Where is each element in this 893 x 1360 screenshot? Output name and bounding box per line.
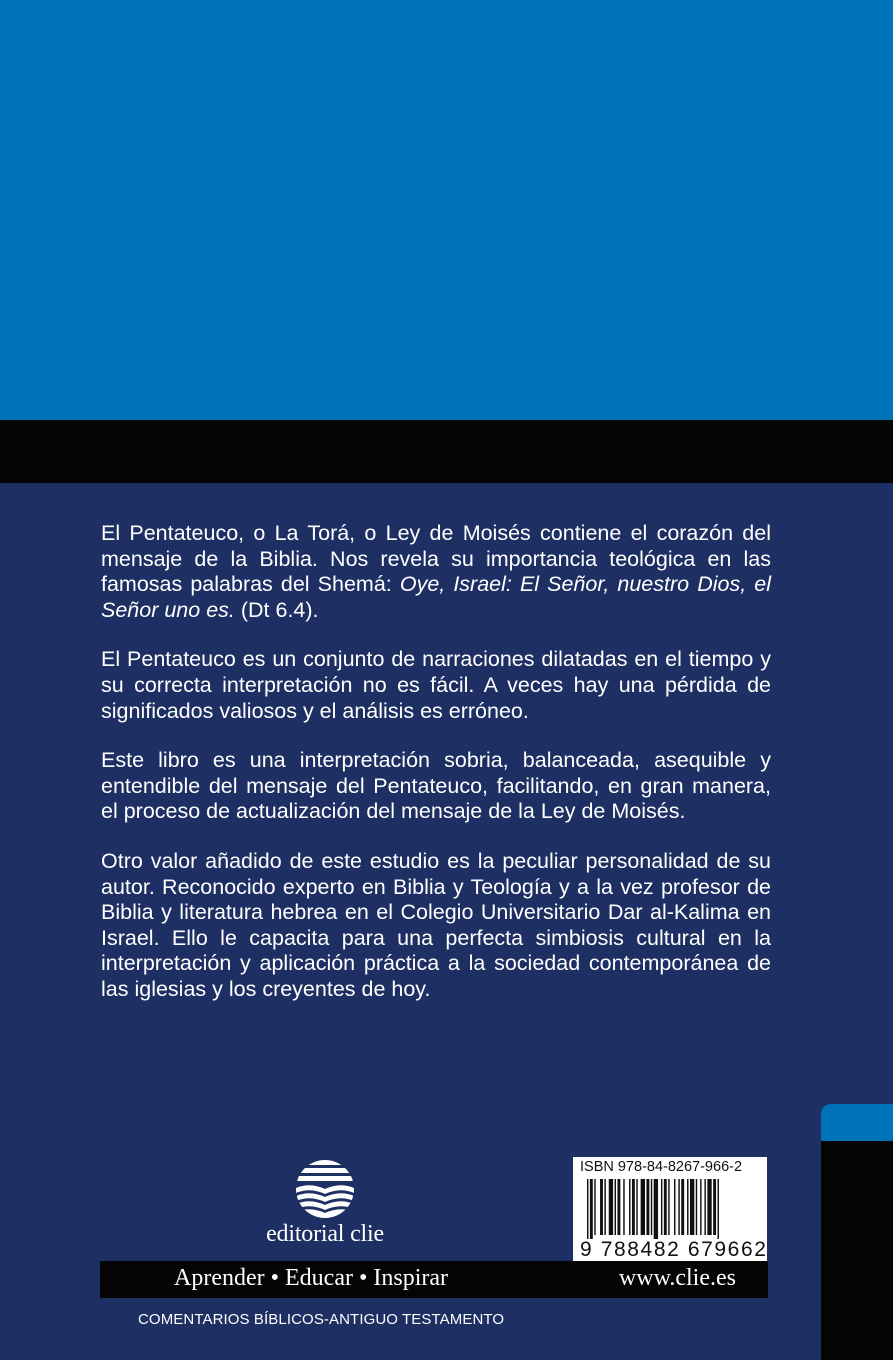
scripture-reference: (Dt 6.4).: [234, 597, 319, 622]
barcode-digits: 9 788482 679662: [580, 1238, 768, 1261]
barcode-bars: [587, 1179, 757, 1239]
barcode-bar: [646, 1179, 649, 1235]
barcode-bar: [713, 1179, 716, 1235]
barcode-bar: [615, 1179, 616, 1235]
black-divider-band: [0, 420, 893, 483]
barcode-bar: [704, 1179, 705, 1235]
barcode-bar: [623, 1179, 624, 1235]
barcode-bar: [632, 1179, 635, 1235]
barcode-bar: [674, 1179, 675, 1235]
spine-black-tab: [821, 1141, 893, 1360]
barcode-bar: [681, 1179, 684, 1235]
spine-blue-tab: [821, 1104, 893, 1141]
publisher-bar: [100, 1261, 768, 1298]
publisher-slogan: Aprender • Educar • Inspirar: [174, 1265, 449, 1291]
barcode-bar: [696, 1179, 697, 1235]
barcode-bar: [636, 1179, 637, 1235]
description-paragraph-3: Este libro es una interpretación sobria, balanceada, asequible y entendible del mensaje del Pentateuco, facilitando, en gran manera, el proceso de actualización del mensaje de la Ley de Moisés.: [101, 748, 771, 824]
globe-book-icon: [294, 1158, 356, 1220]
description-paragraph-2: El Pentateuco es un conjunto de narraciones dilatadas en el tiempo y su correcta interpretación no es fácil. A veces hay una pérdida de significados valiosos y el análisis es erróneo.: [101, 647, 771, 723]
barcode-bar: [617, 1179, 620, 1235]
paragraph-1-text: El Pentateuco, o La Torá, o Ley de Moisés contiene el corazón del mensaje de la Biblia. Nos revela su importancia teológica en las famosas palabras del Shemá:: [101, 521, 771, 597]
barcode-bar: [629, 1179, 630, 1235]
barcode-bar: [654, 1179, 658, 1239]
barcode-bar: [594, 1179, 595, 1235]
barcode-bar: [604, 1179, 605, 1235]
barcode-bar: [600, 1179, 603, 1235]
barcode-bar: [590, 1179, 593, 1239]
publisher-name: editorial clie: [266, 1221, 384, 1247]
barcode-bar: [678, 1179, 679, 1235]
barcode-bar: [587, 1179, 588, 1239]
publisher-website: www.clie.es: [618, 1265, 736, 1291]
barcode-bar: [700, 1179, 701, 1235]
isbn-label: ISBN 978-84-8267-966-2: [580, 1159, 743, 1175]
barcode-bar: [718, 1179, 719, 1239]
top-blue-band: [0, 0, 893, 420]
publisher-logo: [250, 1158, 400, 1258]
description-paragraph-1: [101, 521, 771, 623]
barcode-bar: [651, 1179, 652, 1235]
barcode-bar: [641, 1179, 645, 1235]
isbn-barcode: [573, 1157, 767, 1263]
barcode-bar: [668, 1179, 669, 1235]
barcode-bar: [707, 1179, 711, 1235]
barcode-bar: [664, 1179, 667, 1235]
barcode-bar: [690, 1179, 694, 1235]
barcode-bar: [661, 1179, 662, 1235]
shema-quote: Oye, Israel: El Señor, nuestro Dios, el Señor uno es.: [101, 572, 771, 622]
barcode-bar: [609, 1179, 613, 1235]
series-label: COMENTARIOS BÍBLICOS-ANTIGUO TESTAMENTO: [138, 1311, 505, 1328]
barcode-bar: [687, 1179, 688, 1235]
description-paragraph-4: Otro valor añadido de este estudio es la peculiar personalidad de su autor. Reconocido experto en Biblia y Teología y a la vez profesor de Biblia y literatura hebrea en el Colegio Universitario Dar al-Kalima en Israel. Ello le capacita para una perfecta simbiosis cultural en la interpretación y aplicación práctica a la sociedad contemporánea de las iglesias y los creyentes de hoy.: [101, 848, 771, 1001]
back-cover-description: [101, 521, 771, 1027]
